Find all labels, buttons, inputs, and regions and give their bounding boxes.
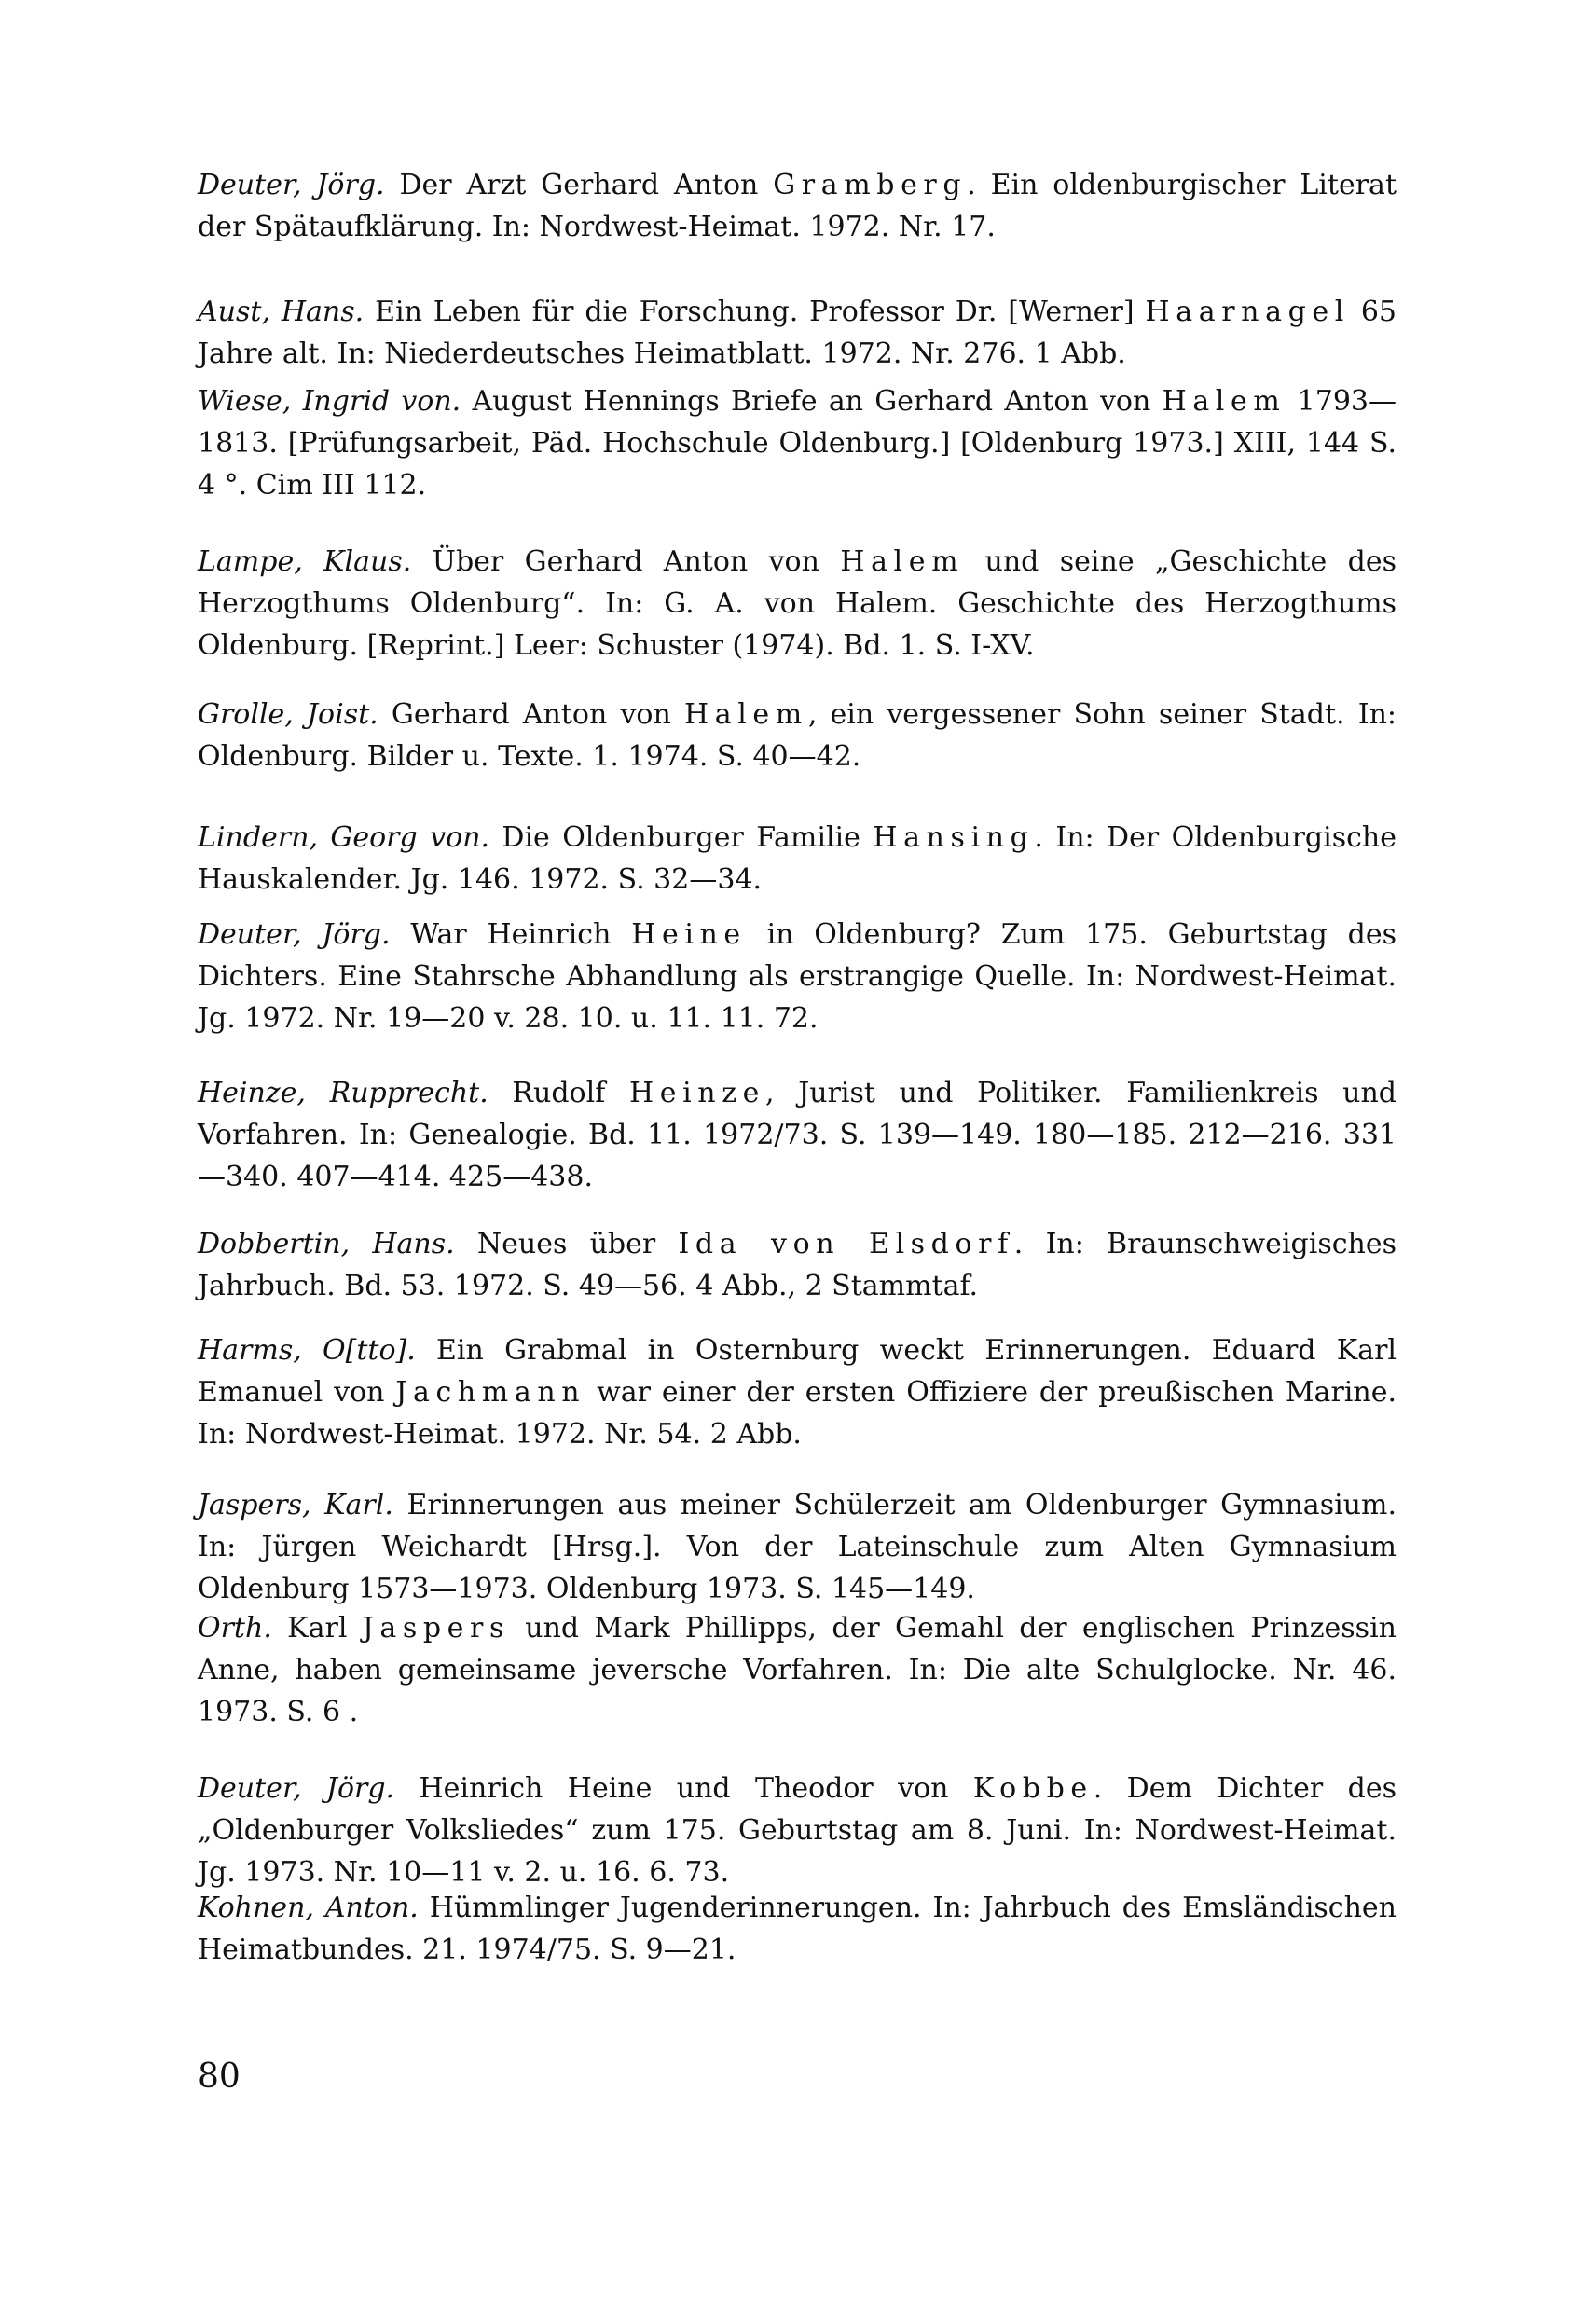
entry-author: Deuter, Jörg. [198, 918, 391, 951]
entry-author: Aust, Hans. [198, 296, 365, 328]
entry-text: Ein Leben für die Forschung. Professor Dr. [Werner] [364, 296, 1146, 328]
entry-author: Deuter, Jörg. [198, 169, 385, 201]
entry-spaced-name: Halem [840, 545, 965, 578]
entry-author: Deuter, Jörg. [198, 1772, 395, 1805]
bibliography-entry [198, 1607, 1396, 1733]
entry-spaced-name: Haarnagel [1145, 296, 1350, 328]
entry-spaced-name: Heinze [629, 1077, 765, 1109]
entry-text: Der Arzt Gerhard Anton [384, 169, 774, 201]
entry-text: Gerhard Anton von [378, 698, 684, 731]
bibliography-entry [198, 1329, 1396, 1455]
bibliography-entry [198, 380, 1396, 506]
page-number: 80 [198, 2057, 241, 2096]
entry-author: Heinze, Rupprecht. [198, 1077, 488, 1109]
entry-text: , Jurist und Politiker. Familienkreis und Vorfahren. In: Genealogie. Bd. 11. 1972/73. S. 139—149. 180—185. 212—216. 331—340. 407—414. 425—438. [198, 1077, 1397, 1193]
bibliography-entry [198, 914, 1396, 1039]
entry-text: Erinnerungen aus meiner Schülerzeit am Oldenburger Gymnasium. In: Jürgen Weichardt [Hrsg.]. Von der Lateinschule zum Alten Gymnasium Oldenburg 1573—1973. Oldenburg 1973. S. 145—149. [198, 1489, 1396, 1605]
entry-spaced-name: Ida von Elsdorf [678, 1228, 1014, 1260]
entry-text: Hümmlinger Jugenderinnerungen. In: Jahrbuch des Emsländischen Heimatbundes. 21. 1974/75. S. 9—21. [198, 1892, 1397, 1966]
entry-text: war einer der ersten Offiziere der preußischen Marine. In: Nordwest-Heimat. 1972. Nr. 54. 2 Abb. [198, 1376, 1396, 1451]
bibliography-entry [198, 1223, 1396, 1307]
entry-text: War Heinrich [390, 918, 632, 951]
entry-author: Orth. [198, 1612, 272, 1645]
entry-text: Rudolf [488, 1077, 629, 1109]
bibliography-entry [198, 817, 1396, 901]
entry-spaced-name: Kobbe [972, 1772, 1094, 1805]
entry-spaced-name: Gramberg [773, 169, 968, 201]
bibliography-entry [198, 1887, 1396, 1971]
bibliography-entry [198, 1768, 1396, 1893]
entry-author: Grolle, Joist. [198, 698, 378, 731]
entry-author: Wiese, Ingrid von. [198, 385, 461, 418]
entry-text: in Oldenburg? Zum 175. Geburtstag des Dichters. Eine Stahrsche Abhandlung als erstrangige Quelle. In: Nordwest-Heimat. Jg. 1972. Nr. 19—20 v. 28. 10. u. 11. 11. 72. [198, 918, 1397, 1035]
entry-text: und seine „Geschichte des Herzogthums Oldenburg“. In: G. A. von Halem. Geschichte des Herzogthums Oldenburg. [Reprint.] Leer: Schuster (1974). Bd. 1. S. I-XV. [198, 545, 1396, 662]
bibliography-entry [198, 541, 1396, 667]
entry-text: Die Oldenburger Familie [489, 821, 874, 854]
entry-author: Lindern, Georg von. [198, 821, 489, 854]
bibliography-entry [198, 1072, 1396, 1198]
entry-spaced-name: Jaspers [362, 1612, 510, 1645]
entry-spaced-name: Halem [1162, 385, 1286, 418]
bibliography-entry [198, 164, 1396, 248]
entry-text: . Ein oldenburgischer Literat der Spätaufklärung. In: Nordwest-Heimat. 1972. Nr. 17. [198, 169, 1396, 243]
entry-text: . In: Braunschweigisches Jahrbuch. Bd. 53. 1972. S. 49—56. 4 Abb., 2 Stammtaf. [198, 1228, 1396, 1302]
entry-text: Über Gerhard Anton von [411, 545, 841, 578]
entry-spaced-name: Heine [631, 918, 747, 951]
bibliography-entry [198, 694, 1396, 778]
entry-text: Heinrich Heine und Theodor von [394, 1772, 973, 1805]
bibliography-entry [198, 1484, 1396, 1610]
entry-text: Neues über [454, 1228, 679, 1260]
entry-spaced-name: Jachmann [395, 1376, 586, 1409]
entry-author: Dobbertin, Hans. [198, 1228, 455, 1260]
entry-text: Ein Grabmal in Osternburg weckt Erinnerungen. Eduard Karl Emanuel von [198, 1334, 1397, 1409]
bibliography-entry [198, 291, 1396, 375]
entry-text: August Hennings Briefe an Gerhard Anton von [461, 385, 1163, 418]
entry-text: . Dem Dichter des „Oldenburger Volksliedes“ zum 175. Geburtstag am 8. Juni. In: Nordwest-Heimat. Jg. 1973. Nr. 10—11 v. 2. u. 16. 6. 73. [198, 1772, 1396, 1889]
entry-spaced-name: Halem [683, 698, 808, 731]
entry-text: , ein vergessener Sohn seiner Stadt. In: Oldenburg. Bilder u. Texte. 1. 1974. S. 40—42. [198, 698, 1396, 773]
entry-text: Karl [271, 1612, 363, 1645]
entry-text: . In: Der Oldenburgische Hauskalender. Jg. 146. 1972. S. 32—34. [198, 821, 1396, 896]
entry-spaced-name: Hansing [873, 821, 1035, 854]
entry-author: Kohnen, Anton. [198, 1892, 419, 1924]
entry-text: und Mark Phillipps, der Gemahl der englischen Prinzessin Anne, haben gemeinsame jeversche Vorfahren. In: Die alte Schulglocke. Nr. 46. 1973. S. 6 . [198, 1612, 1396, 1728]
entry-text: 1793—1813. [Prüfungsarbeit, Päd. Hochschule Oldenburg.] [Oldenburg 1973.] XIII, 144 S. 4 °. Cim III 112. [198, 385, 1396, 502]
entry-text: 65 Jahre alt. In: Niederdeutsches Heimatblatt. 1972. Nr. 276. 1 Abb. [198, 296, 1396, 370]
entry-author: Harms, O[tto]. [198, 1334, 416, 1367]
entry-author: Lampe, Klaus. [198, 545, 412, 578]
entry-author: Jaspers, Karl. [198, 1489, 393, 1521]
